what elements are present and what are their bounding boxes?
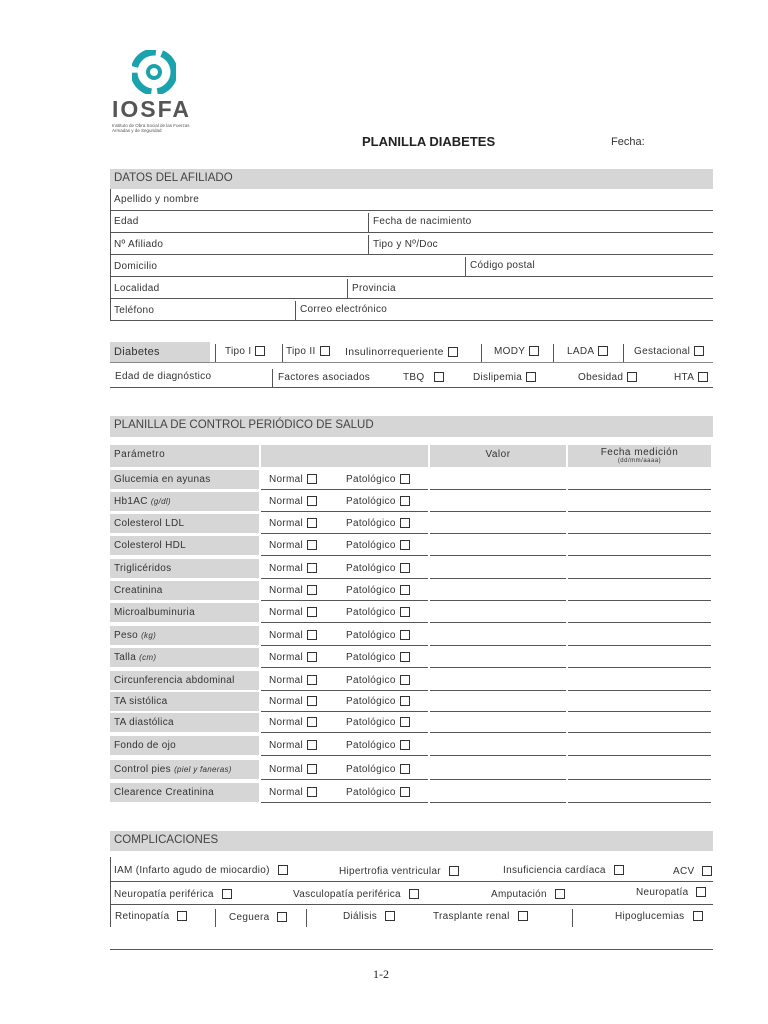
lada-label: LADA [567,346,595,357]
divider [465,257,466,276]
patologico-checkbox[interactable] [400,540,410,550]
patologico-option[interactable] [346,630,410,641]
normal-label: Normal [269,585,304,596]
parametro-label: Talla [114,652,137,663]
vasculopatia-option[interactable] [293,889,419,900]
dialisis-option[interactable] [343,911,395,922]
edad-diag-label: Edad de diagnóstico [115,371,212,382]
patologico-label: Patológico [346,518,396,529]
edad-label: Edad [114,216,139,227]
normal-checkbox[interactable] [307,607,317,617]
lada-option[interactable] [567,346,608,357]
estado-row-line [261,802,428,803]
normal-checkbox[interactable] [307,630,317,640]
normal-label: Normal [269,764,304,775]
normal-checkbox[interactable] [307,518,317,528]
patologico-checkbox[interactable] [400,764,410,774]
valor-field[interactable] [430,755,566,756]
patologico-option[interactable] [346,696,410,707]
valor-field[interactable] [430,555,566,556]
trasplante-checkbox[interactable] [518,911,528,921]
parametro-cell [110,514,259,533]
neuropatia-checkbox[interactable] [696,887,706,897]
parametro-cell [110,713,259,732]
valor-field[interactable] [430,511,566,512]
neuropatia-label: Neuropatía [636,887,689,898]
telefono-field[interactable] [110,320,713,321]
patologico-option[interactable] [346,474,410,485]
page-title: PLANILLA DIABETES [362,134,496,149]
fecha-medicion-field[interactable] [568,755,711,756]
patologico-option[interactable] [346,717,410,728]
parametro-unit: (kg) [141,631,157,640]
patologico-option[interactable] [346,563,410,574]
fecha-medicion-field[interactable] [568,802,711,803]
valor-field[interactable] [430,645,566,646]
parametro-cell [110,692,259,711]
ceguera-option[interactable] [229,912,287,923]
normal-option[interactable] [269,787,317,798]
divider [215,344,216,362]
estado-row-line [261,645,428,646]
hta-option[interactable] [674,372,708,383]
divider [481,344,482,362]
insulino-option[interactable] [345,346,458,358]
estado-row-line [261,711,428,712]
patologico-checkbox[interactable] [400,563,410,573]
fecha-medicion-field[interactable] [568,732,711,733]
normal-label: Normal [269,787,304,798]
col-valor-header: Valor [430,445,566,467]
parametro-label: Creatinina [114,585,163,596]
estado-row-line [261,555,428,556]
parametro-cell [110,736,259,755]
normal-option[interactable] [269,764,317,775]
retinopatia-label: Retinopatía [115,911,170,922]
vasculopatia-label: Vasculopatía periférica [293,889,401,900]
patologico-label: Patológico [346,740,396,751]
hipertrofia-checkbox[interactable] [449,866,459,876]
patologico-option[interactable] [346,764,410,775]
patologico-label: Patológico [346,540,396,551]
fecha-medicion-field[interactable] [568,533,711,534]
patologico-label: Patológico [346,717,396,728]
dislipemia-option[interactable] [473,372,536,383]
tipo1-option[interactable] [225,346,265,357]
normal-checkbox[interactable] [307,474,317,484]
diabetes-line [110,362,713,363]
patologico-option[interactable] [346,585,410,596]
gestacional-option[interactable] [634,346,704,357]
dialisis-checkbox[interactable] [385,911,395,921]
patologico-checkbox[interactable] [400,496,410,506]
parametro-unit: (g/dl) [150,497,171,506]
hta-label: HTA [674,372,695,383]
patologico-checkbox[interactable] [400,717,410,727]
divider [553,344,554,362]
divider [572,909,573,927]
fecha-medicion-field[interactable] [568,690,711,691]
normal-checkbox[interactable] [307,787,317,797]
obesidad-checkbox[interactable] [627,372,637,382]
valor-field[interactable] [430,622,566,623]
tbq-checkbox[interactable] [434,372,444,382]
section-complicaciones-header: COMPLICACIONES [110,831,713,851]
patologico-option[interactable] [346,496,410,507]
provincia-label: Provincia [352,283,396,294]
hta-checkbox[interactable] [698,372,708,382]
edad-field[interactable] [110,232,713,233]
normal-label: Normal [269,740,304,751]
patologico-checkbox[interactable] [400,585,410,595]
fecha-medicion-field[interactable] [568,600,711,601]
section-control-header: PLANILLA DE CONTROL PERIÓDICO DE SALUD [110,416,713,437]
dislipemia-checkbox[interactable] [526,372,536,382]
iam-option[interactable] [114,865,288,876]
iam-checkbox[interactable] [278,865,288,875]
parametro-label: Glucemia en ayunas [114,474,211,485]
divider [215,909,216,927]
normal-label: Normal [269,474,304,485]
trasplante-label: Trasplante renal [433,911,510,922]
valor-field[interactable] [430,732,566,733]
valor-field[interactable] [430,489,566,490]
parametro-label: TA diastólica [114,717,174,728]
patologico-option[interactable] [346,675,410,686]
normal-checkbox[interactable] [307,764,317,774]
patologico-checkbox[interactable] [400,696,410,706]
normal-checkbox[interactable] [307,540,317,550]
patologico-label: Patológico [346,585,396,596]
patologico-label: Patológico [346,675,396,686]
parametro-cell [110,671,259,690]
normal-checkbox[interactable] [307,675,317,685]
patologico-label: Patológico [346,787,396,798]
amputacion-checkbox[interactable] [555,889,565,899]
neuropatia-option[interactable] [636,887,706,898]
fecha-label: Fecha: [611,136,645,148]
normal-option[interactable] [269,563,317,574]
normal-label: Normal [269,496,304,507]
patologico-option[interactable] [346,518,410,529]
estado-row-line [261,622,428,623]
hipertrofia-option[interactable] [339,866,459,877]
normal-checkbox[interactable] [307,696,317,706]
normal-option[interactable] [269,607,317,618]
parametro-cell [110,648,259,667]
neuro-periferica-checkbox[interactable] [222,889,232,899]
normal-checkbox[interactable] [307,717,317,727]
normal-checkbox[interactable] [307,563,317,573]
patologico-label: Patológico [346,652,396,663]
normal-label: Normal [269,696,304,707]
valor-field[interactable] [430,802,566,803]
normal-label: Normal [269,652,304,663]
estado-row-line [261,511,428,512]
tipo1-checkbox[interactable] [255,346,265,356]
estado-row-line [261,578,428,579]
obesidad-option[interactable] [578,372,637,383]
patologico-checkbox[interactable] [400,652,410,662]
patologico-option[interactable] [346,607,410,618]
patologico-label: Patológico [346,474,396,485]
normal-label: Normal [269,540,304,551]
acv-option[interactable] [673,866,712,877]
patologico-option[interactable] [346,540,410,551]
estado-row-line [261,667,428,668]
divider [347,279,348,298]
parametro-label: Microalbuminuria [114,607,195,618]
parametro-label: Fondo de ojo [114,740,176,751]
page-number: 1-2 [373,967,389,981]
normal-option[interactable] [269,630,317,641]
parametro-cell [110,783,259,802]
tipo1-label: Tipo I [225,346,252,357]
lada-checkbox[interactable] [598,346,608,356]
valor-field[interactable] [430,578,566,579]
obesidad-label: Obesidad [578,372,624,383]
mody-option[interactable] [494,346,539,357]
codigo-postal-label: Código postal [470,260,536,271]
complicaciones-bottom-line [110,949,713,950]
normal-label: Normal [269,675,304,686]
normal-label: Normal [269,607,304,618]
fecha-medicion-field[interactable] [568,511,711,512]
parametro-label: Colesterol HDL [114,540,187,551]
patologico-checkbox[interactable] [400,518,410,528]
mody-checkbox[interactable] [529,346,539,356]
patologico-checkbox[interactable] [400,474,410,484]
estado-row-line [261,732,428,733]
factores-line [110,387,713,388]
parametro-label: TA sistólica [114,696,168,707]
domicilio-label: Domicilio [114,261,158,272]
iosfa-logo-icon [132,50,176,94]
ceguera-label: Ceguera [229,912,270,923]
divider [282,344,283,362]
normal-checkbox[interactable] [307,652,317,662]
dislipemia-label: Dislipemia [473,372,523,383]
estado-row-line [261,779,428,780]
divider [368,235,369,254]
logo-subtitle: Instituto de Obra Social de las Fuerzas Armadas y de Seguridad [112,123,190,133]
logo-name: IOSFA [112,96,192,122]
parametro-cell [110,581,259,600]
retinopatia-option[interactable] [115,911,187,922]
correo-label: Correo electrónico [300,304,388,315]
section-afiliado-header: DATOS DEL AFILIADO [110,169,713,189]
tbq-option[interactable] [403,372,444,383]
normal-option[interactable] [269,652,317,663]
patologico-option[interactable] [346,652,410,663]
normal-option[interactable] [269,696,317,707]
patologico-label: Patológico [346,563,396,574]
divider [272,369,273,387]
dialisis-label: Diálisis [343,911,378,922]
iam-label: IAM (Infarto agudo de miocardio) [114,865,270,876]
valor-field[interactable] [430,690,566,691]
insuficiencia-label: Insuficiencia cardíaca [503,865,606,876]
col-estado-header [261,445,428,467]
normal-option[interactable] [269,496,317,507]
parametro-unit: (cm) [139,653,157,662]
gestacional-label: Gestacional [634,346,691,357]
localidad-label: Localidad [114,283,160,294]
estado-row-line [261,690,428,691]
vasculopatia-checkbox[interactable] [409,889,419,899]
nro-afiliado-field[interactable] [110,254,713,255]
hipertrofia-label: Hipertrofia ventricular [339,866,441,877]
normal-label: Normal [269,717,304,728]
valor-field[interactable] [430,600,566,601]
col-parametro-header: Parámetro [110,445,259,467]
domicilio-field[interactable] [110,276,713,277]
iosfa-logo [112,50,202,133]
fecha-medicion-field[interactable] [568,667,711,668]
apellido-label: Apellido y nombre [114,194,200,205]
telefono-label: Teléfono [114,305,155,316]
normal-option[interactable] [269,540,317,551]
patologico-checkbox[interactable] [400,607,410,617]
fecha-medicion-field[interactable] [568,555,711,556]
insuficiencia-checkbox[interactable] [614,865,624,875]
normal-option[interactable] [269,717,317,728]
normal-checkbox[interactable] [307,496,317,506]
patologico-option[interactable] [346,740,410,751]
tbq-label: TBQ [403,372,425,383]
patologico-label: Patológico [346,764,396,775]
fecha-medicion-field[interactable] [568,622,711,623]
normal-option[interactable] [269,474,317,485]
valor-field[interactable] [430,667,566,668]
tipo2-option[interactable] [286,346,330,357]
patologico-checkbox[interactable] [400,630,410,640]
valor-field[interactable] [430,711,566,712]
fecha-medicion-field[interactable] [568,578,711,579]
tipo2-checkbox[interactable] [320,346,330,356]
factores-label: Factores asociados [278,372,371,383]
fecha-medicion-field[interactable] [568,489,711,490]
valor-field[interactable] [430,533,566,534]
normal-option[interactable] [269,585,317,596]
patologico-checkbox[interactable] [400,787,410,797]
parametro-label: Hb1AC [114,496,148,507]
parametro-label: Clearence Creatinina [114,787,214,798]
parametro-cell [110,470,259,489]
parametro-cell [110,536,259,555]
col-fecha-format: (dd/mm/aaaa) [617,458,662,464]
divider [623,344,624,362]
valor-field[interactable] [430,779,566,780]
divider [306,909,307,927]
complicaciones-line-1 [110,881,713,882]
hipoglucemias-option[interactable] [615,911,703,922]
divider [295,301,296,320]
patologico-label: Patológico [346,496,396,507]
normal-label: Normal [269,563,304,574]
normal-option[interactable] [269,740,317,751]
divider [368,213,369,232]
neuro-periferica-label: Neuropatía periférica [114,889,214,900]
nro-afiliado-label: Nº Afiliado [114,239,164,250]
fecha-nac-label: Fecha de nacimiento [373,216,472,227]
normal-label: Normal [269,630,304,641]
parametro-unit: (piel y faneras) [174,765,232,774]
parametro-cell [110,603,259,622]
acv-label: ACV [673,866,695,877]
insulino-label: Insulinorrequeriente [345,346,444,358]
patologico-label: Patológico [346,630,396,641]
tipo2-label: Tipo II [286,346,316,357]
patologico-checkbox[interactable] [400,740,410,750]
parametro-label: Circunferencia abdominal [114,675,235,686]
estado-row-line [261,755,428,756]
trasplante-option[interactable] [433,911,528,922]
patologico-option[interactable] [346,787,410,798]
parametro-cell [110,760,259,779]
parametro-label: Triglicéridos [114,563,172,574]
hipoglucemias-checkbox[interactable] [693,911,703,921]
insulino-checkbox[interactable] [448,347,458,357]
normal-option[interactable] [269,518,317,529]
parametro-cell [110,626,259,645]
patologico-label: Patológico [346,696,396,707]
retinopatia-checkbox[interactable] [177,911,187,921]
patologico-label: Patológico [346,607,396,618]
estado-row-line [261,533,428,534]
fecha-medicion-field[interactable] [568,711,711,712]
col-fecha-header [568,445,711,467]
estado-row-line [261,489,428,490]
gestacional-checkbox[interactable] [694,346,704,356]
neuro-periferica-option[interactable] [114,889,232,900]
acv-checkbox[interactable] [702,866,712,876]
normal-checkbox[interactable] [307,585,317,595]
amputacion-option[interactable] [491,889,565,900]
mody-label: MODY [494,346,526,357]
fecha-medicion-field[interactable] [568,645,711,646]
parametro-label: Control pies [114,764,171,775]
parametro-cell [110,559,259,578]
normal-option[interactable] [269,675,317,686]
fecha-medicion-field[interactable] [568,779,711,780]
parametro-label: Peso [114,630,138,641]
parametro-label: Colesterol LDL [114,518,185,529]
apellido-field[interactable] [110,210,713,211]
col-fecha-label: Fecha medición [600,447,679,458]
insuficiencia-option[interactable] [503,865,624,876]
normal-checkbox[interactable] [307,740,317,750]
patologico-checkbox[interactable] [400,675,410,685]
parametro-cell [110,492,259,511]
diabetes-label: Diabetes [114,346,160,358]
estado-row-line [261,600,428,601]
ceguera-checkbox[interactable] [277,912,287,922]
tipo-doc-label: Tipo y Nº/Doc [373,239,438,250]
complicaciones-left-border [110,857,111,927]
complicaciones-line-2 [110,904,713,905]
hipoglucemias-label: Hipoglucemias [615,911,685,922]
normal-label: Normal [269,518,304,529]
amputacion-label: Amputación [491,889,547,900]
localidad-field[interactable] [110,298,713,299]
